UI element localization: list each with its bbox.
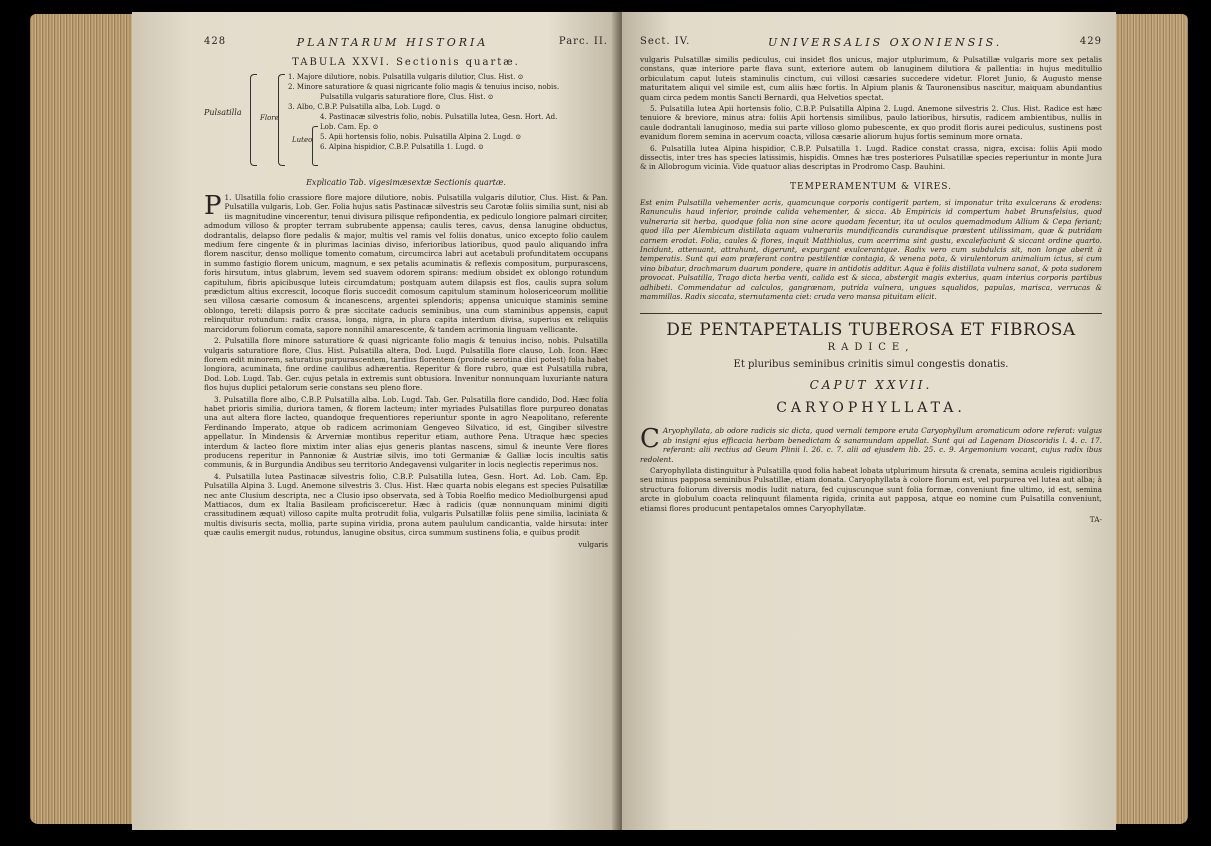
scheme-item: 5. Apii hortensis folio, nobis. Pulsatilla Alpina 2. Lugd. ⊙ [320,133,522,141]
divider [640,313,1102,314]
temperamentum-heading: TEMPERAMENTUM & VIRES. [790,181,952,192]
temperamentum-text [640,198,1102,301]
drop-cap: C [640,424,660,455]
scheme-brace [278,74,285,166]
paragraph: vulgaris Pulsatillæ similis pediculus, cui insidet flos unicus, major utplurimum, & Pulsatillæ vulgaris more sex petalis constans, quæ interiore parte flava sunt, exteriore autem ob lanuginem dilutiora & pallentia: in hujus meditullio orbiculatum caput luteis staminulis cinctum, cui villosi cæsaries succedere videtur. Floret Junio, & Augusto mense maturitatem aliqui vel simile est, cum aliis hæc fortis. In Alpium planis & Tauronensibus nascitur, maiquam abundantius quam circa pedem montis Sancti Bernardi, qua Helvetios spectat. [640,55,1102,102]
catchword: vulgaris [578,539,608,549]
left-running-title: PLANTARUM HISTORIA [296,36,489,49]
scheme-item: 1. Majore dilutiore, nobis. Pulsatilla vulgaris dilutior, Clus. Hist. ⊙ [288,73,524,81]
paragraph [204,193,608,334]
paragraph-text: Aryophyllata, ab odore radicis sic dicta, quod vernali tempore eruta Caryophyllum aromaticum odore referat: vulgus ab insigni ejus efficacia herbam benedictam & sanamundam appellat. Sunt qui ad Lagenam Dioscoridis l. 4. c. 17. referant: alii rectius ad Geum Plinii l. 26. c. 7. alii ad ejusdem lib. 25. c. 9. Argemonium vocant, cujus radix ibus redolent. [640,426,1102,464]
paragraph: 3. Pulsatilla flore albo, C.B.P. Pulsatilla alba. Lob. Lugd. Tab. Ger. Pulsatilla flore candido, Dod. Hæc folia habet prioris similia, duriora tamen, & florem lacteum; inter myriades Pulsatillas flore purpureo donatas una aut altera flore lacteo, quandoque frequentiores reperiuntur sponte in agro Neapolitano, referente Ferdinando Imperato, atque ob radicem acrimoniam Gengeveo Silvatico, id est, Gingiber silvestre appellatur. In Mindensis & Arverniæ montibus reperitur etiam, authore Pena. Utraque hæc species interdum & lacteo flore mixtim inter alias ejus generis plantas nascens, simul & ineunte Vere flores producens reperitur in Pannoniæ & Austriæ silvis, imo toti Germaniæ & Galliæ locis incultis satis communis, & in Burgundia Andibus seu territorio Andegavensi vulgariter in locis neglectis reperimus nos. [204,394,608,470]
right-page [622,12,1116,830]
paragraph: Caryophyllata distinguitur à Pulsatilla quod folia habeat lobata utplurimum hirsuta & crenata, semina aculeis rigidioribus seu minus papposa seminibus Pulsatillæ, etiam donata. Caryophyllata à colore florum est, vel purpurea vel lutea aut alba; à structura foliorum diversis modis ludit natura, fed cujuscunque sunt folia formæ, conveniunt fine ultimo, id est, semina arcte in globulum coacta relinquunt filamenta rigida, crinita aut papposa, atque eo nomine cum Pulsatilla conveniunt, etiamsi flores producunt pentapetalos omnes Caryophyllatæ. [640,465,1102,513]
chapter-subheading: Et pluribus seminibus crinitis simul congestis donatis. [733,359,1009,371]
left-page-number: 428 [204,36,227,47]
paragraph-number: 1. [224,193,232,202]
chapter-heading-radice: RADICE, [827,342,915,354]
scheme-item: 2. Minore saturatiore & quasi nigricante folio magis & tenuius inciso, nobis. [288,83,560,91]
caryophyllata-heading: CARYOPHYLLATA. [776,400,966,417]
paragraph: 4. Pulsatilla lutea Pastinacæ silvestris folio, C.B.P. Pulsatilla lutea, Gesn. Hort. Ad. Lob. Cam. Ep. Pulsatilla Alpina 3. Lugd. Anemone silvestris 3. Clus. Hist. Hæc quarta nobis elegans est species Pulsatillæ nec ante Clusium descripta, nec a Clusio ipso observata, sed à Tobia Roelfio medico Mediolburgensi apud Mattiacos, dum ex Italia Basileam proficisceretur. Hæc à radicis (quæ nonnunquam minimi digiti crassitudinem æquat) villoso capite multa protrudit folia, vulgaris Pulsatillæ foliis pene similia, laciniata & multis divisuris secta, mollia, parte supina viridia, prona autem paululum candicantia, valde hirsuta: inter quæ caulis emergit nudus, rotundus, lanugine obsitus, circa summum sustinens folia, e quibus prodit [204,471,608,538]
caput-heading: CAPUT XXVII. [809,378,933,393]
paragraph [640,426,1102,464]
scheme-flore: Flore [260,114,279,122]
scheme-brace [250,74,257,166]
left-page [132,12,620,830]
scheme-items [288,72,618,152]
scheme-item: 4. Pastinacæ silvestris folio, nobis. Pulsatilla lutea, Gesn. Hort. Ad. [320,113,558,121]
paragraph: Est enim Pulsatilla vehementer acris, quamcunque corporis contigerit partem, si imponatur trita exulcerans & erodens: Ranunculis haud inferior, proinde calida vehementer, & sicca. Ab Empiricis id compertum habet Brunsfelsius, quod vulneraria sit herba, quodque folia non sine acore quodam fecentur, ita ut oculos quemadmodum Allium & Cepa feriant; quod illa per Alembicum distillata aquam vulnerariis mundificandis curandisque præstent utilissimam, quæ & putridam carnem erodat. Folia, caules & flores, inquit Matthiolus, cum acerrima sint gustu, excalefaciunt & siccant ordine quarto. Incidunt, attenuant, attrahunt, digerunt, expurgant exulcerantque. Radix vero cum subdulcis sit, non longe aberit à temperatis. Sunt qui eam præferant contra pestilentiæ contagia, & venena pota, & virulentorum animalium ictus, si cum vino bibatur, drachmarum duarum pondere, quare in antidotis additur. Aqua è foliis distillata vulnera sanat, & pota sudorem provocat. Pulsatilla, Trago dicta herba venti, calida est & sicca, abstergit magis exterius, quam interius corporis partibus adhibeti. Commendatur ad calculos, gangrænam, putrida vulnera, ungues squalidos, papulas, marisca, verrucas & mammillas. Radix siccata, sternutamenta ciet: cruda vero mansa pituitam elicit. [640,197,1102,301]
explicatio-heading: Explicatio Tab. vigesimæsextæ Sectionis quartæ. [306,178,506,187]
paragraph: 6. Pulsatilla lutea Alpina hispidior, C.B.P. Pulsatilla 1. Lugd. Radice constat crassa, nigra, excisa: foliis Apii modo dissectis, inter tres has species latissimis, hispidis. Omnes hæ tres posteriores Pulsatillæ species reperiuntur in monte Jura & in Allobrogum vicinia. Vide quatuor alias descriptas in Prodromo Casp. Bauhini. [640,143,1102,172]
scheme-item: 6. Alpina hispidior, C.B.P. Pulsatilla 1. Lugd. ⊙ [320,143,484,151]
paragraph: 5. Pulsatilla lutea Apii hortensis folio, C.B.P. Pulsatilla Alpina 2. Lugd. Anemone silvestris 2. Clus. Hist. Radice est hæc tenuiore & breviore, minus atra: foliis Apii hortensis similibus, paulo latioribus, hirsutis, radicem ambientibus, nullis in caule dodrantali lanuginoso, media sui parte villoso glomo pubescente, ex quo prodit floris aurei pediculus, sustinens post evanidum florem semina in acervum coacta, villosa cæsarie aliorum hujus fortis seminum more ornata. [640,104,1102,142]
left-running-head [204,36,608,49]
right-page-edges [1110,14,1188,824]
chapter-heading: DE PENTAPETALIS TUBEROSA ET FIBROSA [666,320,1076,341]
scheme-genus: Pulsatilla [204,108,242,117]
right-running-title: UNIVERSALIS OXONIENSIS. [767,36,1003,49]
right-page-number: 429 [1079,36,1102,47]
left-body-text [204,193,608,549]
right-body-text [640,55,1102,524]
tabula-heading: TABULA XXVI. Sectionis quartæ. [292,57,520,68]
catchword: TA- [1089,515,1102,524]
section-label: Sect. IV. [640,36,691,47]
paragraph-text: Ulsatilla folio crassiore flore majore dilutiore, nobis. Pulsatilla vulgaris dilutior, Clus. Hist. & Pan. Pulsatilla vulgaris, Lob. Ger. Folia hujus satis Pastinacæ silvestris seu Carotæ foliis similia sunt, nisi ab iis magnitudine vincerentur, tenui divisura pilisque refipondentia, ex pediculo longiore palmari circiter, admodum villoso & propter terram subrubente appensa; caulis teres, cavus, densa lanugine obductus, dodrantalis, delapso flore pedalis & major, multis vel ramis vel foliis donatus, unico excepto folio caulem medium fere cingente & in plurimas lacinias diviso, inferioribus latioribus, quod paulo aliquando infra florem nascitur, denso mollique tomento comatum, circumcirca labri aut acetabuli profunditatem occupans in summo fastigio florem unicum, magnum, e sex petalis acuminatis & reflexis compositum, purpurascens, foris hirsutum, intus glabrum, levem sed suavem odorem spirans: medium obsidet ex oblongo rotundum capitulum, fibris apicibusque luteis circumdatum; postquam autem dilapsis est flos, caulis supra solum prædictum altius excrescit, locoque floris succedit comosum capitulum staminum holosericeorum mollitie seu villosa cæsarie comosum & incanescens, argentei splendoris; appensa unicuique staminis semine oblongo, tereti: dilapsis porro & præ siccitate caducis seminibus, una cum staminibus appensis, caput relinquitur rotundum: radix crassa, longa, nigra, in plura capita interdum divisa, superius ex reliquiis marcidorum foliorum comata, sapore nonnihil amarescente, & tandem acrimonia linguam vellicante. [204,193,608,334]
left-part-label: Parc. II. [558,36,608,47]
classification-scheme [204,72,608,168]
scheme-item: Lob. Cam. Ep. ⊙ [320,123,379,131]
paragraph: 2. Pulsatilla flore minore saturatiore & quasi nigricante folio magis & tenuius inciso, nobis. Pulsatilla vulgaris saturatiore flore, Clus. Hist. Pulsatilla altera, Dod. Lugd. Pulsatilla flore clauso, Lob. Icon. Hæc florem edit minorem, saturatius purpurascentem, tardius florentem (proinde serotina dici potest) folia habet longiora, acuminata, fine ordine caulibus adhærentia. Reperitur & flore rubro, quæ est Pulsatilla rubra, Dod. Lob. Lugd. Tab. Ger. cujus petala in extremis sunt obtusiora. Invenitur nonnunquam luxuriante natura flos hujus duplici petalorum serie constans seu pleno flore. [204,336,608,393]
scheme-item: Pulsatilla vulgaris saturatiore flore, Clus. Hist. ⊙ [320,93,494,101]
drop-cap: P [204,191,222,221]
scheme-item: 3. Albo, C.B.P. Pulsatilla alba, Lob. Lugd. ⊙ [288,103,441,111]
right-running-head [640,36,1102,49]
scheme-luteo: Luteo [292,136,313,144]
left-page-edges [30,14,138,824]
